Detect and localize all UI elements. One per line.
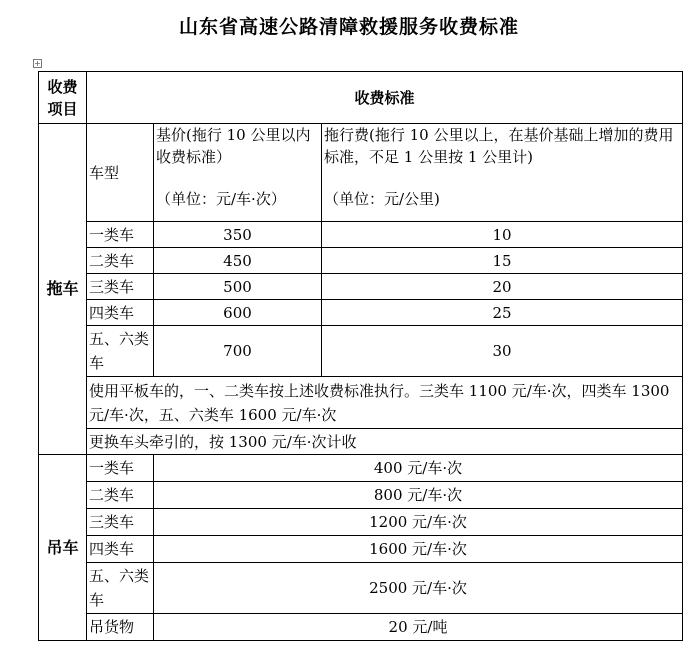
fee-table xyxy=(38,71,683,641)
tow-header-row xyxy=(39,124,683,222)
tow-row-extra: 30 xyxy=(322,326,683,377)
tow-col-extra-unit: （单位：元/公里) xyxy=(324,190,440,208)
tow-note-tractor-row xyxy=(39,429,683,455)
tow-col-base-unit: （单位：元/车·次） xyxy=(156,190,286,208)
table-row xyxy=(39,455,683,482)
crane-row-price: 20 元/吨 xyxy=(154,614,683,641)
tow-row-extra: 10 xyxy=(322,222,683,248)
tow-row-type: 三类车 xyxy=(87,274,154,300)
tow-category-label: 拖车 xyxy=(46,279,79,298)
crane-category-cell xyxy=(39,455,87,641)
crane-row-price: 2500 元/车·次 xyxy=(154,563,683,614)
table-row xyxy=(39,563,683,614)
table-move-handle-icon[interactable]: + xyxy=(34,59,41,68)
crane-row-type: 二类车 xyxy=(87,482,154,509)
tow-row-type: 四类车 xyxy=(87,300,154,326)
tow-row-extra: 15 xyxy=(322,248,683,274)
crane-row-price: 1200 元/车·次 xyxy=(154,509,683,536)
header-row xyxy=(39,72,683,124)
header-standard-cell xyxy=(87,72,683,124)
table-row xyxy=(39,248,683,274)
crane-row-type: 一类车 xyxy=(87,455,154,482)
crane-row-type: 吊货物 xyxy=(87,614,154,641)
tow-col-extra xyxy=(322,124,683,222)
header-standard-label: 收费标准 xyxy=(354,88,415,107)
crane-row-price: 400 元/车·次 xyxy=(154,455,683,482)
tow-row-base: 700 xyxy=(154,326,322,377)
table-row xyxy=(39,300,683,326)
header-item-label: 收费项目 xyxy=(47,77,78,118)
tow-row-extra: 25 xyxy=(322,300,683,326)
crane-category-label: 吊车 xyxy=(46,537,79,557)
tow-note-flatbed: 使用平板车的，一、二类车按上述收费标准执行。三类车 1100 元/车·次，四类车 1300 元/车·次，五、六类车 1600 元/车·次 xyxy=(87,377,683,429)
tow-col-base-text: 基价(拖行 10 公里以内收费标准） xyxy=(156,126,311,166)
tow-row-type: 二类车 xyxy=(87,248,154,274)
tow-note-tractor: 更换车头牵引的，按 1300 元/车·次计收 xyxy=(87,429,683,455)
header-item-cell xyxy=(39,72,87,124)
table-row xyxy=(39,326,683,377)
tow-category-cell xyxy=(39,124,87,455)
tow-row-type: 五、六类车 xyxy=(87,326,154,377)
tow-row-extra: 20 xyxy=(322,274,683,300)
tow-note-flatbed-row xyxy=(39,377,683,429)
tow-col-base xyxy=(154,124,322,222)
tow-row-base: 350 xyxy=(154,222,322,248)
tow-col-vehicle: 车型 xyxy=(87,124,154,222)
crane-row-type: 三类车 xyxy=(87,509,154,536)
tow-row-base: 500 xyxy=(154,274,322,300)
table-row xyxy=(39,509,683,536)
tow-row-base: 450 xyxy=(154,248,322,274)
crane-row-price: 1600 元/车·次 xyxy=(154,536,683,563)
table-row xyxy=(39,274,683,300)
document-title: 山东省高速公路清障救援服务收费标准 xyxy=(178,16,519,38)
crane-row-price: 800 元/车·次 xyxy=(154,482,683,509)
table-row xyxy=(39,536,683,563)
tow-row-type: 一类车 xyxy=(87,222,154,248)
tow-col-extra-text: 拖行费(拖行 10 公里以上，在基价基础上增加的费用标准，不足 1 公里按 1 公里计) xyxy=(324,126,674,166)
crane-row-type: 四类车 xyxy=(87,536,154,563)
crane-row-type: 五、六类车 xyxy=(87,563,154,614)
table-row xyxy=(39,222,683,248)
tow-row-base: 600 xyxy=(154,300,322,326)
table-row xyxy=(39,482,683,509)
table-row xyxy=(39,614,683,641)
